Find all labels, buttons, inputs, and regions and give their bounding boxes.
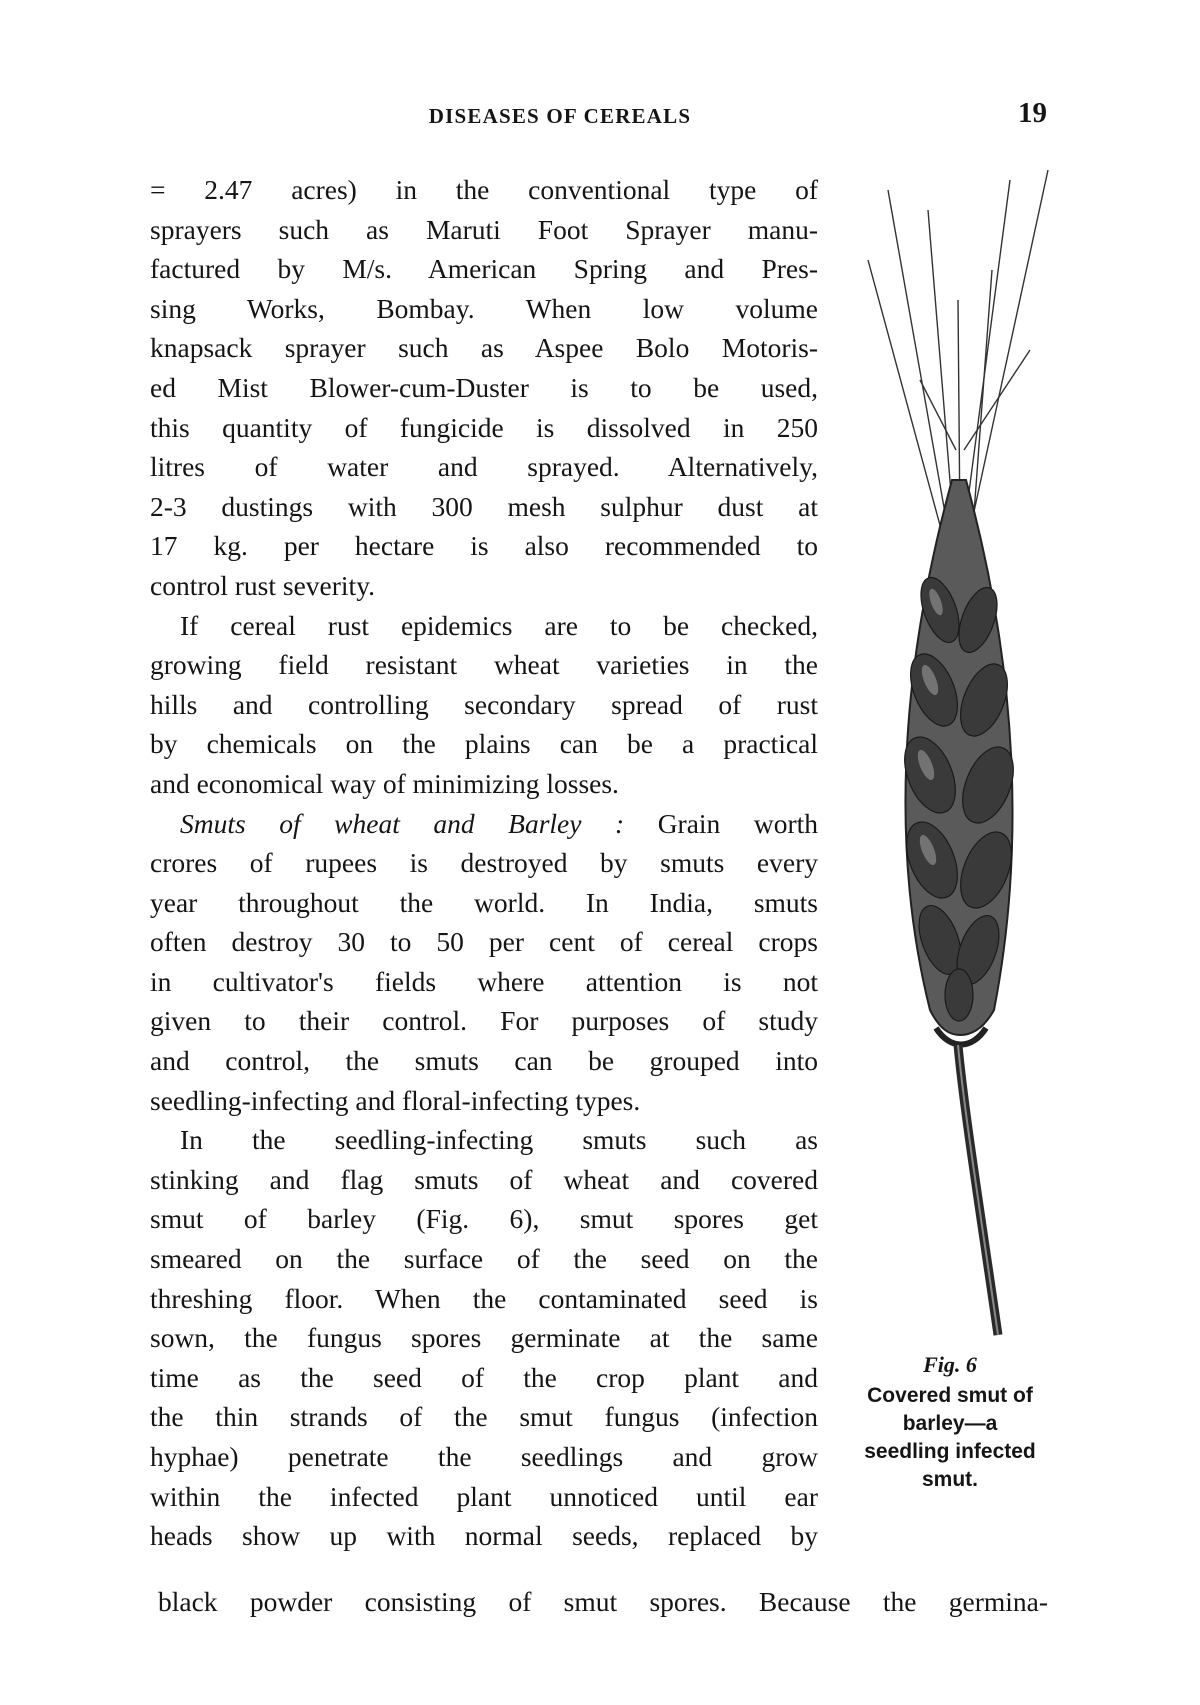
text-line: the thin strands of the smut fungus (infection (150, 1401, 818, 1433)
text-line: often destroy 30 to 50 per cent of cereal crops (150, 926, 818, 958)
text-line: seedling-infecting and floral-infecting types. (150, 1084, 641, 1116)
running-title: DISEASES OF CEREALS (428, 104, 692, 128)
text-line: sown, the fungus spores germinate at the same (150, 1322, 818, 1354)
text-line: sprayers such as Maruti Foot Sprayer manu- (150, 213, 818, 245)
text-line: 2-3 dustings with 300 mesh sulphur dust at (150, 490, 818, 522)
figure-caption (835, 1352, 1065, 1494)
smuts-heading-line (150, 804, 818, 844)
smuts-heading: Smuts of wheat and Barley : (180, 807, 625, 839)
text-line: time as the seed of the crop plant and (150, 1361, 818, 1393)
text-fragment: Grain worth (657, 807, 818, 839)
text-line: threshing floor. When the contaminated seed is (150, 1282, 818, 1314)
text-line: black powder consisting of smut spores. Because the germina- (158, 1586, 1048, 1617)
text-line: crores of rupees is destroyed by smuts every (150, 847, 818, 879)
text-line: and control, the smuts can be grouped into (150, 1045, 818, 1077)
text-line: within the infected plant unnoticed until ear (150, 1480, 818, 1512)
text-line: = 2.47 acres) in the conventional type of (150, 174, 818, 205)
text-line: heads show up with normal seeds, replaced by (150, 1520, 818, 1552)
body-text-full-width (158, 1583, 1048, 1621)
text-line: stinking and flag smuts of wheat and covered (150, 1163, 818, 1195)
caption-line: smut. (921, 1468, 978, 1491)
text-line: knapsack sprayer such as Aspee Bolo Motoris- (150, 332, 818, 364)
text-line: sing Works, Bombay. When low volume (150, 292, 818, 324)
text-line: factured by M/s. American Spring and Pres- (150, 253, 818, 285)
text-line: smut of barley (Fig. 6), smut spores get (150, 1203, 818, 1235)
paragraph-start-line: If cereal rust epidemics are to be checked, (180, 609, 818, 641)
text-line: this quantity of fungicide is dissolved in 250 (150, 411, 818, 443)
body-text (150, 170, 818, 1556)
paragraph-start-line: In the seedling-infecting smuts such as (180, 1124, 818, 1156)
text-line: in cultivator's fields where attention is not (150, 965, 818, 997)
text-line: hyphae) penetrate the seedlings and grow (150, 1441, 818, 1472)
barley-ear-icon (860, 150, 1060, 1340)
caption-line: barley—a (902, 1412, 998, 1435)
text-line: 17 kg. per hectare is also recommended to (150, 530, 818, 562)
text-line: given to their control. For purposes of study (150, 1005, 818, 1037)
figure-label: Fig. 6 (923, 1352, 977, 1377)
running-head (150, 97, 1050, 140)
text-line: by chemicals on the plains can be a practical (150, 728, 818, 760)
caption-line: Covered smut of (867, 1384, 1033, 1407)
caption-line: seedling infected (864, 1440, 1036, 1463)
text-line: year throughout the world. In India, smuts (150, 886, 818, 918)
text-line: smeared on the surface of the seed on the (150, 1243, 818, 1275)
text-line: and economical way of minimizing losses. (150, 767, 619, 799)
text-line: ed Mist Blower-cum-Duster is to be used, (150, 371, 818, 403)
page-number: 19 (1018, 97, 1047, 129)
text-line: hills and controlling secondary spread of rust (150, 688, 818, 720)
figure-6 (860, 150, 1060, 1340)
text-line: litres of water and sprayed. Alternatively, (150, 451, 818, 483)
text-line: growing field resistant wheat varieties in the (150, 649, 818, 681)
text-line: control rust severity. (150, 569, 376, 601)
